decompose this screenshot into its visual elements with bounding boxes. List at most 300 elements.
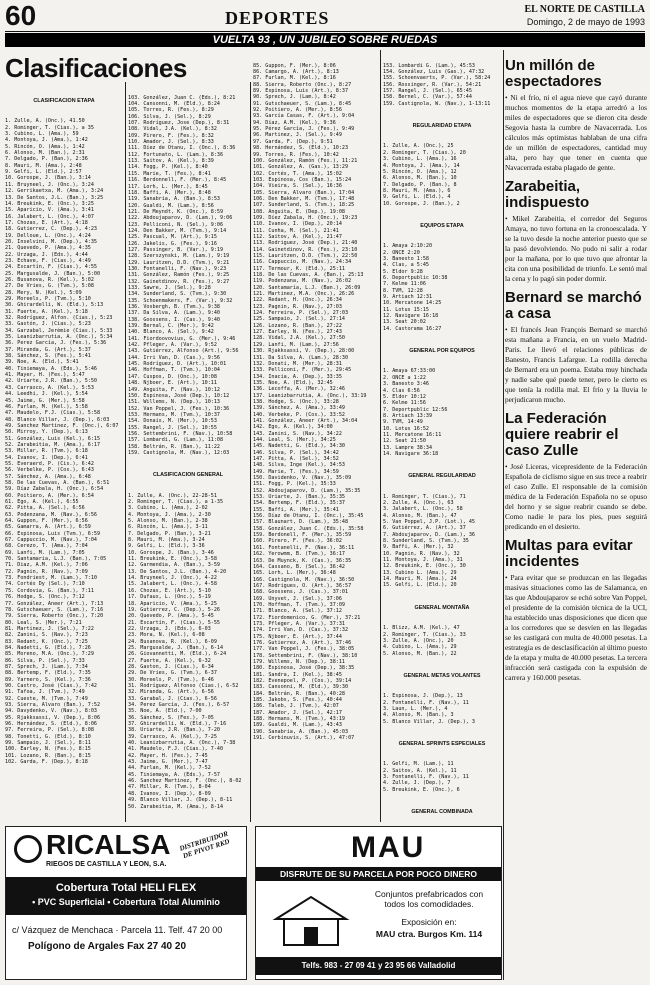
table-row: 142. Pfleger, A. (Var.), 9:52 xyxy=(128,342,217,349)
table-row: 153. Uriarte, J. (Ban.), 35:35 xyxy=(253,494,346,501)
table-row: 25. Margusalde, J. (Ban.), 6-14 xyxy=(128,644,224,651)
table-row: 32. Miranda, G. (Art.), 6-56 xyxy=(128,689,214,696)
table-row: 37. Ghirardelli, W. (Eld.), 7-16 xyxy=(128,721,227,728)
table-row: 138. Hodge, S. (Onc.), 33:28 xyxy=(253,398,339,405)
table-row: 10. Gorospe, J. (Ban.), 3-46 xyxy=(128,549,214,556)
table-row: 2. ONCE a 1:22 xyxy=(383,374,426,381)
table-row: 181. Sandra, I. (Kel.), 38:45 xyxy=(253,671,342,678)
table-row: 103. González, Juan C. (Eds.), 8:21 xyxy=(128,94,236,101)
table-row: 1. Gelfi, M. (Lam.), 11 xyxy=(383,761,454,768)
table-row: 26. Giovannetti, M. (Eld.), 6-24 xyxy=(128,651,227,658)
table-row: 69. Lanfi, M. (Lam.), 7:05 xyxy=(5,549,85,556)
table-row: 133. Sawre, J. (Sel.), 9:28 xyxy=(128,285,211,291)
column-heading: GENERAL MONTAÑA xyxy=(414,604,470,611)
table-row: 129. Lanfi, M. (Lam.), 27:56 xyxy=(253,341,339,348)
table-row: 87. Furlan, M. (Kel.), 8:16 xyxy=(253,75,336,82)
table-row: 5. Breukink, E. (Onc.), 6 xyxy=(383,786,460,793)
table-row: 19. Delloue, L. (Onc.), 4:24 xyxy=(5,232,91,239)
table-row: 116. Berdonnell, F. (Mer.), 8:45 xyxy=(128,177,227,184)
table-row: 137. Da Silva, A. (Lam.), 9:40 xyxy=(128,310,221,317)
table-row: 76. Hodge, S. (Onc.), 7:12 xyxy=(5,594,85,601)
table-row: 125. Sampaio, J. (Sel.), 27:14 xyxy=(253,316,346,323)
table-row: 43. Carrasco, A. (Kel.), 5:53 xyxy=(5,384,94,391)
table-row: 98. Hernández, S. (Eld.), 10:23 xyxy=(253,145,349,152)
table-row: 4. Cubino, L. (Ama.), 29 xyxy=(383,644,457,651)
table-row: 153. Lombardi G. (Lam.), 45:53 xyxy=(383,62,476,69)
table-row: 110. Ivanov, I. (Dep.), 20:14 xyxy=(253,221,342,228)
table-row: 68. Cerezo, T. (Ama.), 7:04 xyxy=(5,543,88,550)
table-row: 78. Gutschaeuer, S. (Lam.), 7:16 xyxy=(5,606,104,613)
table-row: 154. Bertemp, F. (Eld.), 35:37 xyxy=(253,500,346,507)
table-row: 175. Njboer, E. (Art.), 37:44 xyxy=(253,633,342,640)
general-classification-continued xyxy=(253,50,378,822)
table-row: 124. Den Bakker, M. (Tvm.), 9:14 xyxy=(128,227,227,234)
table-row: 115. Lauritzen, D.D. (Tvm.), 22:50 xyxy=(253,253,358,259)
table-row: 169. Unyvet, J. (Sel.), 37:06 xyxy=(253,595,342,602)
table-row: 31. Fuerte, A. (Kel.), 5:18 xyxy=(5,308,88,315)
table-row: 39. Carrasco, A. (Kel.), 7-25 xyxy=(128,733,217,740)
table-row: 11. Montoya, J. (Ama.), 31 xyxy=(383,557,463,564)
table-row: 172. Fiordomenico, G. (Mer.), 37:21 xyxy=(253,614,361,621)
table-row: 110. Amador, J. (Sel.), 8:33 xyxy=(128,139,214,146)
table-row: 114. Gainetdinov, R. (Fes.), 23:10 xyxy=(253,246,358,253)
table-row: 153. Hermans, M. (Tvm.), 10:37 xyxy=(128,411,221,418)
table-row: 86. Camargo, A. (Art.), 8:13 xyxy=(253,69,339,76)
table-row: 27. De Vries, G. (Tvm.), 5:08 xyxy=(5,283,94,290)
table-row: 2. Rominger, T. (Cias.), a 1-35 xyxy=(128,499,224,505)
table-row: 36. Perez García, J. (Fes.), 5:36 xyxy=(5,340,107,347)
table-row: 37. Miranda, G. (Art.), 5:37 xyxy=(5,346,91,353)
table-row: 56. Verbelke, P. (Cos.), 6:43 xyxy=(5,467,94,474)
ad-text1: Conjuntos prefabricados con todos los comodidades. xyxy=(374,889,484,909)
table-row: 4. Alonso, M. (Ban.), 47 xyxy=(383,512,457,519)
table-row: 62. Pitta, A. (Sel.), 6:56 xyxy=(5,505,85,512)
table-row: 171. Blanco, A. (Sel.), 37:12 xyxy=(253,608,342,615)
table-row: 105. Sierra, Alvaro (Ban.), 17:04 xyxy=(253,189,355,196)
table-row: 126. Lozano, R. (Ban.), 27:22 xyxy=(253,322,342,329)
page-number: 60 xyxy=(5,0,37,31)
table-row: 6. Deportpublic 10:38 xyxy=(383,275,448,281)
table-row: 50. Mirroy, Y. (Dep.), 6:13 xyxy=(5,429,88,436)
table-row: 127. Earley, N. (Fes.), 27:43 xyxy=(253,329,342,336)
table-row: 16. Chozas, E. (Art.), 5-10 xyxy=(128,587,211,594)
table-row: 7. Deportpublic 12:56 xyxy=(383,406,448,413)
table-row: 143. Gutiérrez, Alfonso (Art.), 9:56 xyxy=(128,348,239,355)
table-row: 54. Ivanov, I. (Dep.), 6:41 xyxy=(5,454,88,461)
date: Domingo, 2 de mayo de 1993 xyxy=(526,17,645,27)
table-row: 140. Verbeke, P. (Cos.), 33:52 xyxy=(253,411,346,418)
table-row: 22. Urzaga, J. (Eds.), 4:44 xyxy=(5,251,88,258)
table-row: 73. Fondriest, M. (Lam.), 7:10 xyxy=(5,575,98,582)
table-row: 14. Mauri, M. (Ama.), 24 xyxy=(383,576,457,583)
table-row: 38. Sánchez, S. (Fes.), 5:41 xyxy=(5,353,91,360)
table-row: 87. Sprech, J. (Lam.), 7:34 xyxy=(5,663,88,670)
table-row: 93. García Casas, F. (Art.), 9:04 xyxy=(253,113,355,120)
table-row: 23. Mora, N. (Kel.), 6-08 xyxy=(128,632,205,639)
table-row: 80. Leal, S. (Mer.), 7:21 xyxy=(5,619,82,626)
table-row: 31. Rodríguez, Alfonso (Cias.), 6-52 xyxy=(128,682,239,689)
table-row: 8. TVM, 12:28 xyxy=(383,287,423,294)
table-row: 9. Artiach 12:31 xyxy=(383,294,433,301)
table-row: 132. Donati, M. (Mer.), 28:31 xyxy=(253,360,342,367)
table-row: 15. Aparicio, V. (Ama.), 3:41 xyxy=(5,207,94,214)
table-row: 85. Moreno, M.A. (Onc.), 7:29 xyxy=(5,651,94,658)
table-row: 114. Fogg, P. (Kel.), 8:40 xyxy=(128,164,208,171)
table-row: 13. Seat 20:02 xyxy=(383,319,426,326)
table-row: 3. Banesto 3:46 xyxy=(383,381,430,388)
table-row: 9. Gelfi, L. (Eld.), 4 xyxy=(383,194,451,201)
table-row: 151. Fogg, P. (Kel.), 35:33 xyxy=(253,481,336,488)
table-row: 25. Margusalde, J. (Ban.), 5:00 xyxy=(5,270,101,277)
table-row: 50. Zarabeitia, M. (Ama.), 8-14 xyxy=(128,803,224,810)
table-row: 157. Lombardi, G. (Lam.), 11:08 xyxy=(128,437,224,444)
table-row: 9. Baffi, A. (Mer.), 32 xyxy=(383,544,454,551)
table-row: 55. Everaerd, P. (Cis.), 6:42 xyxy=(5,460,94,467)
table-row: 13. Cubino L. (Ama.), 29 xyxy=(383,569,457,576)
table-row: 4. Zulle, J. (Dep.), 7 xyxy=(383,780,451,787)
table-row: 137. Leanizbarrutia, A. (Onc.), 33:19 xyxy=(253,392,367,399)
table-row: 79. Sierra, Roberto (Onc.), 7:20 xyxy=(5,613,104,620)
table-row: 134. Sunderland, S. (Tvm.), 9:30 xyxy=(128,291,227,298)
table-row: 18. Gutierrez, C. (Dep.), 4:23 xyxy=(5,226,98,233)
table-row: 131. González, Ramón (Fes.), 9:25 xyxy=(128,272,230,279)
table-row: 1. Rominger, T. (Cias.), 71 xyxy=(383,493,466,500)
table-row: 123. Pelliconi, N. (Sel.), 9:06 xyxy=(128,221,224,228)
table-row: 22. Urzaga, J. (Eds.), 6-03 xyxy=(128,625,211,632)
table-row: 33. Gastón, J. (Cias.), 5:23 xyxy=(5,321,91,328)
table-row: 160. Pirero, F. (Fes.), 36:02 xyxy=(253,538,342,545)
table-row: 113. Rodriguez, José (Dep.), 21:40 xyxy=(253,240,358,247)
table-row: 15. Jalabert, L. (Onc.), 4-58 xyxy=(128,581,217,588)
table-row: 141. González, Aneer (Art.), 34:04 xyxy=(253,417,358,424)
table-row: 105. Torres, R. (Fes.), 8:29 xyxy=(128,107,214,114)
table-row: 70. Santamaria, L.J. (Ban.), 7:05 xyxy=(5,556,107,563)
table-row: 158. González, Juan C. (Eds.), 35:58 xyxy=(253,525,364,532)
table-row: 7. Delgado, P. (Ban.), 2:36 xyxy=(5,156,88,163)
table-row: 5. Blanco Villar, J. (Dep.), 3 xyxy=(383,718,476,725)
masthead xyxy=(5,2,645,32)
table-row: 4. Clas 6:56 xyxy=(383,387,420,394)
column-heading: CLASIFICACION ETAPA xyxy=(33,97,95,104)
table-row: 41. Maudelo, F.J. (Cias.), 7-40 xyxy=(128,746,224,753)
table-row: 6. Gutiérrez, A. (Art.), 37 xyxy=(383,525,466,532)
table-row: 112. Saitov, A. (Kel.), 21:47 xyxy=(253,233,342,240)
brief-body: • Para evitar que se produzcan en las llegadas masivas situaciones como las de Salamanca, en las que Abdoujaparov se echó sobre Van Poppel, el presidente de la comisión técnica de la UCI, ha establecido unas disposiciones que dicen que a los corredores que se desvíen en las llegadas se les castigará con multa de 40.000 pesetas. La estrategia es de desclasificación al último puesto de la etapa y multa de 40.000 pesetas. La tercera infracción será castigada con la expulsión de carrera y 160.000 pesetas. xyxy=(505,573,647,682)
table-row: 103. Espinosa, Cos (Ban.), 15:24 xyxy=(253,176,352,183)
table-row: 6. Rincón, L. (Ama.), 3-11 xyxy=(128,524,208,531)
table-row: 127. Passinger, B. (Var.), 9:19 xyxy=(128,246,224,253)
table-row: 120. Santamaría, L.J. (Ban.), 26:09 xyxy=(253,284,361,291)
table-row: 29. Moreels, P. (Tvm.), 5:10 xyxy=(5,296,91,302)
table-row: 102. Garda, F. (Dep.), 8:18 xyxy=(5,759,88,766)
table-row: 132. Gainetdinov, R. (Fes.), 9:27 xyxy=(128,278,230,285)
ad-phone: Telfs. 983 - 27 09 41 y 23 95 66 Valladolid xyxy=(256,957,501,975)
table-row: 118. De las Cuevas, A. (Ban.), 25:13 xyxy=(253,272,364,279)
brief-title: Multas para evitar incidentes xyxy=(505,537,633,570)
table-row: 14. Castorama 16:27 xyxy=(383,325,442,332)
table-row: 82. Zanini, S. (Nav.), 7:23 xyxy=(5,632,88,639)
table-row: 125. Pascual, M. (Art.), 9:15 xyxy=(128,234,217,241)
table-row: 97. Garda, F. (Dep.), 9:51 xyxy=(253,138,333,145)
sidebar-briefs xyxy=(505,52,647,687)
table-row: 15. Gelfi, L. (Eld.), 20 xyxy=(383,582,457,589)
table-row: 2. ONCE 2:20 xyxy=(383,249,420,256)
table-row: 20. Inselvini, M. (Dep.), 4:35 xyxy=(5,238,98,245)
brief-body: • Mikel Zarabeitia, el corredor del Seguros Amaya, no tuvo fortuna en la cronoescalada. Y se la tuvo desde la noche anterior puesto que se la pasó devolviendo. No pudo ni salir a rodar por la mañana, por lo que tuvo que afrontar la cita con una posibilidad de triunfo. Le sentó mal la cena y lo pagó sin poder dormir. xyxy=(505,214,647,283)
table-row: 94. Davydenko, V. (Nav.), 8:03 xyxy=(5,708,98,715)
table-row: 123. Pagnin, R. (Nav.), 27:03 xyxy=(253,303,342,310)
table-row: 81. Martinez, J. (Sel.), 7:22 xyxy=(5,625,94,632)
table-row: 9. TVM, 14:49 xyxy=(383,419,423,426)
table-row: 49. Sanchez Martinez, F. (Onc.), 6:07 xyxy=(5,422,119,429)
table-row: 139. Bernal, C. (Mer.), 9:42 xyxy=(128,323,214,330)
table-row: 9. Gelfi, L. (Eld.), 3-36 xyxy=(128,543,205,550)
table-row: 145. Nadetti, G. (Eld.), 34:30 xyxy=(253,443,346,450)
table-row: 186. Taleb, J. (Tvm.), 42:07 xyxy=(253,703,339,710)
ad-brand: MAU xyxy=(351,831,426,864)
column-heading: REGULARIDAD ETAPA xyxy=(412,122,472,129)
table-row: 5. Rincón, O. (Ama.), 1:42 xyxy=(5,143,85,150)
table-row: 42. Uriarte, J.R. (Ban.), 5:50 xyxy=(5,378,98,385)
table-row: 88. Bertemp, F. (Eld.), 7:35 xyxy=(5,670,91,677)
table-row: 159. Berdonell, F. (Mer.), 35:59 xyxy=(253,532,352,539)
table-row: 96. Hernández, S. (Eld.), 8:06 xyxy=(5,721,98,728)
table-row: 59. Díaz Zabala, H. (Onc.), 6:54 xyxy=(5,486,104,493)
brief-title: La Federación quiere reabrir el caso Zulle xyxy=(505,410,619,459)
table-row: 4. Montoya, J. (Ama.), 14 xyxy=(383,162,460,169)
table-row: 1. Amaya 2:10:20 xyxy=(383,243,433,250)
table-row: 44. Furlan, M. (Kel.), 7-52 xyxy=(128,765,211,772)
table-row: 167. Rodrigues, O. (Art.), 36:57 xyxy=(253,582,352,589)
column-divider xyxy=(125,82,126,822)
table-row: 3. Cubino, L. (Ama.), 16 xyxy=(383,156,457,163)
table-row: 190. Sanabria, A. (Ban.), 45:03 xyxy=(253,728,349,735)
table-row: 156. Díaz de Otanu, I. (Onc.), 35:45 xyxy=(253,513,364,520)
table-row: 156. Rossinger, R. (Var.), 54:21 xyxy=(383,81,482,88)
table-row: 118. Baffi, A. (Mer.), 8:48 xyxy=(128,189,211,196)
table-row: 74. Cortés Dy (Sel.), 7:10 xyxy=(5,581,85,588)
table-row: 154. González, Luis (Gas.), 47:32 xyxy=(383,69,485,76)
table-row: 1. Zulle, A. (Onc.), 25 xyxy=(383,143,454,150)
table-row: 9. Gelfi, L. (Eld.), 2:57 xyxy=(5,169,82,176)
table-row: 35. Leanizbarrutia, A. (Onc.), 5:34 xyxy=(5,334,113,341)
table-row: 60. Poitiero, A. (Mer.), 6:54 xyxy=(5,492,94,499)
general-classification-column xyxy=(128,82,248,822)
table-row: 178. Settembrini, F. (Nav.), 38:10 xyxy=(253,652,358,659)
table-row: 14. Navigare 36:18 xyxy=(383,450,439,457)
section-title: DEPORTES xyxy=(225,8,330,28)
table-row: 135. Schoenmakers, F. (Var.), 9:32 xyxy=(128,297,233,304)
table-row: 111. Díez de Otanu, I. (Onc.), 8:36 xyxy=(128,145,236,152)
table-row: 121. De Meyndt, K. (Onc.), 8:59 xyxy=(128,208,224,215)
table-row: 1. Amaya 67:33:00 xyxy=(383,368,436,375)
table-row: 75. Cordovia, G. (Ban.), 7:11 xyxy=(5,587,94,594)
table-row: 136. Vosbergh, B. (Tvm.), 9:38 xyxy=(128,304,221,311)
table-row: 148. Njboer, E. (Art.), 10:11 xyxy=(128,380,217,387)
table-row: 187. Amador, J. (Sel.), 42:17 xyxy=(253,709,342,716)
table-row: 33. Garabal, J. (Cias.), 6-56 xyxy=(128,695,217,702)
ad-line1: Cobertura Total HELI FLEX xyxy=(55,882,197,894)
table-row: 157. Blaunart, D. (Lam.), 35:48 xyxy=(253,519,349,526)
ricalsa-ad xyxy=(5,826,247,980)
table-row: 28. Gaston, J. (Cias.), 6-34 xyxy=(128,663,214,670)
house-icon xyxy=(266,889,356,949)
table-row: 104. Cansonni, M. (Eld.), 8:24 xyxy=(128,101,221,108)
table-row: 27. Fuerte, A. (Kel.), 6-32 xyxy=(128,657,211,664)
table-row: 65. Gamarra, A. (Art.), 6:59 xyxy=(5,524,91,531)
table-row: 48. Blanco Villar, J. (Dep.), 6:03 xyxy=(5,416,110,423)
table-row: 10. Lotus 16:52 xyxy=(383,425,430,432)
table-row: 5. Rincón, O. (Ama.), 12 xyxy=(383,168,457,175)
ad-distributor: DISTRIBUIDOR DE PIVOT RKD xyxy=(178,829,231,861)
ricalsa-logo-icon xyxy=(14,835,42,863)
column-heading: GENERAL COMBINADA xyxy=(411,808,473,815)
table-row: 39. Noe, A. (Eld.), 5:41 xyxy=(5,359,79,366)
table-row: 10. Gorospe, J. (Ban.), 3:14 xyxy=(5,175,91,182)
column-divider xyxy=(250,82,251,822)
table-row: 3. Banesto 1:58 xyxy=(383,255,430,262)
column-heading: GENERAL POR EQUIPOS xyxy=(409,347,475,354)
brief-body: • Ni el frío, ni el agua nieve que cayó durante muchos momentos de la etapa arredró a los miles de espectadores que se dieron cita desde Segovia hasta la cumbre de Navacerrada. Los cálculos más optimistas hablaban de una cifra de un millón de espectadores, cantidad muy alta, pero hay que tener en cuenta que Navacerrada estaba plagado de gente. xyxy=(505,93,647,172)
table-row: 131. Da Silva, A. (Lam.), 28:30 xyxy=(253,354,349,361)
table-row: 44. Leedhi, J. (Kel.), 5:54 xyxy=(5,391,88,398)
table-row: 23. Echave, F. (Cias.), 4:49 xyxy=(5,257,91,264)
table-row: 35. Noe, A. (Eld.), 7-00 xyxy=(128,708,202,715)
table-row: 163. De Muynck, K. (Cas.), 36:35 xyxy=(253,557,352,564)
table-row: 135. Noe, A. (Eld.), 32:45 xyxy=(253,379,333,386)
table-row: 48. Ivanov, I. (Dep.), 8-09 xyxy=(128,790,211,797)
table-row: 102. Cortés, T. (Ama.), 15:02 xyxy=(253,170,342,177)
table-row: 136. Lecoffa, A. (Mer.), 32:46 xyxy=(253,386,346,393)
ad-text3: MAU ctra. Burgos Km. 114 xyxy=(375,929,483,939)
table-row: 147. Pitta, A. (Sel.), 34:52 xyxy=(253,456,339,462)
table-row: 46. Furlan, M. (Kel.), 5:58 xyxy=(5,403,88,410)
table-row: 26. Busanova, R. (Kel.), 5:02 xyxy=(5,276,94,283)
table-row: 8. Mauri, M. (Ama.), 3-24 xyxy=(128,537,205,544)
table-row: 107. Rodríguez, Jose (Dep.), 8:31 xyxy=(128,120,230,127)
ad-text2: Exposición en: xyxy=(401,917,457,927)
table-row: 106. Den Bakker, M. (Tvm.), 17:48 xyxy=(253,195,355,202)
table-row: 99. Sampaio, J. (Sel.), 8:11 xyxy=(5,740,91,747)
table-row: 158. Beltrán, R. (Ban.), 11:22 xyxy=(128,443,221,450)
column-heading: CLASIFICACION GENERAL xyxy=(152,471,224,478)
table-row: 13. De Santos, J.L. (Ban.), 3:25 xyxy=(5,194,104,201)
table-row: 150. Espinosa, José (Dep.), 10:12 xyxy=(128,392,230,399)
brief-title: Bernard se marchó a casa xyxy=(505,289,642,322)
table-row: 13. De Santos, J.L. (Ban.), 4-20 xyxy=(128,568,227,575)
table-row: 71. Diaz, A.M. (Kel.), 7:06 xyxy=(5,562,88,569)
table-row: 83. Redant, K. (Onc.), 7:25 xyxy=(5,638,88,645)
table-row: 3. Cubino, L. (Ama.), 2-02 xyxy=(128,505,208,512)
table-row: 2. Zulle, A. (Onc.), 63 xyxy=(383,500,454,506)
table-row: 176. Gutierrez, A. (Art.), 37:46 xyxy=(253,639,352,646)
table-row: 8. Artiach 13:39 xyxy=(383,412,433,419)
table-row: 3. Cubino, L. (Ama.), 59 xyxy=(5,131,79,138)
table-row: 180. Espinosa, José (Dep.), 38:35 xyxy=(253,665,355,672)
table-row: 7. Kelme 11:06 xyxy=(383,281,426,288)
table-row: 7. Delgado, P. (Ban.), 8 xyxy=(383,181,457,188)
table-row: 144. Irri Van, D. (Cas.), 9:56 xyxy=(128,354,221,361)
table-row: 109. Díez Zabala, H. (Onc.), 19:23 xyxy=(253,214,358,221)
table-row: 21. Quevedo, P. (Ama.), 4:35 xyxy=(5,245,91,252)
table-row: 40. Leanizbarrutia, A. (Onc.), 7-38 xyxy=(128,740,236,747)
table-row: 156. Settembrini, F. (Nav.), 10:58 xyxy=(128,430,233,437)
table-row: 188. Hermans, M. (Tvm.), 43:19 xyxy=(253,716,346,723)
table-row: 129. Lauritzen, D.D. (Tvm.), 9:21 xyxy=(128,259,230,266)
table-row: 112. Fortunato, L. (Lam.), 8:36 xyxy=(128,151,224,158)
banner: VUELTA 93 , UN JUBILEO SOBRE RUEDAS xyxy=(5,33,645,47)
column-divider xyxy=(503,50,504,980)
table-row: 7. Abdoujaparov, D. (Lam.), 36 xyxy=(383,531,476,538)
table-row: 165. Lorh, L. (Mer.), 36:48 xyxy=(253,570,336,577)
table-row: 18. Aparicio, V. (Ama.), 5-25 xyxy=(128,600,217,607)
table-row: 2. Fontanelli, F. (Nav.), 11 xyxy=(383,699,469,706)
stage-classification-column xyxy=(5,82,123,822)
table-row: 24. Busanova, R. (Kel.), 6-09 xyxy=(128,638,217,645)
table-row: 149. Anguita, F. (Nav.), 10:12 xyxy=(128,386,221,393)
table-row: 159. Castignola, W. (Nav.), 1-13:11 xyxy=(383,100,491,107)
table-row: 20. Quevedo, P. (Ama.), 5-45 xyxy=(128,613,214,620)
table-row: 189. Gualdi, M. (Lam.), 43:43 xyxy=(253,722,342,729)
table-row: 77. González, Aneer (Art.), 7:13 xyxy=(5,600,104,607)
table-row: 43. Jaime, G. (Mer.), 7-47 xyxy=(128,759,208,766)
table-row: 177. Van Poppel, J. (Fes.), 38:05 xyxy=(253,646,355,653)
table-row: 86. Silva, P. (Sel.), 7:33 xyxy=(5,657,85,664)
mau-ad xyxy=(255,826,502,980)
table-row: 6. Alonso, M. (Ban.), 2:31 xyxy=(5,150,85,157)
table-row: 67. Cappuccio, M. (Nav.), 7:04 xyxy=(5,537,98,544)
table-row: 10. Pagnin, R. (Nav.), 32 xyxy=(383,550,460,557)
table-row: 47. Millar, R. (Tvm.), 8-04 xyxy=(128,784,211,791)
table-row: 168. Goossens, J. (Cas.), 37:01 xyxy=(253,589,349,596)
table-row: 11. Lotus 15:15 xyxy=(383,306,430,313)
table-row: 183. Cansonni, M. (Eld.), 39:30 xyxy=(253,684,349,691)
table-row: 130. Rjakksassi, V. (Dep.), 28:00 xyxy=(253,348,355,355)
table-row: 146. Hoffman, T. (Tvm.), 10:04 xyxy=(128,367,221,374)
ad-line2: • PVC Superficial • Cobertura Total Aluminio xyxy=(32,897,220,907)
table-row: 41. Mayer, H. (Fes.), 5:47 xyxy=(5,372,85,379)
table-row: 8. Mauri, M. (Ama.), 2:48 xyxy=(5,162,82,169)
table-row: 57. Sánchez, A. (Ama.), 6:48 xyxy=(5,473,91,480)
table-row: 8. Mauri, M. (Ama.), 6 xyxy=(383,187,451,194)
table-row: 3. Fontanelli, F. (Nav.), 11 xyxy=(383,774,469,781)
table-row: 117. Termour, K. (Eld.), 25:11 xyxy=(253,265,346,272)
table-row: 141. Fiordoovovius, G. (Mer.), 9:46 xyxy=(128,335,236,342)
ad-address1: c/ Vázquez de Menchaca · Parcela 11. Telf. 47 20 00 xyxy=(12,925,223,935)
table-row: 157. Rangel, J. (Sel.), 65:45 xyxy=(383,88,472,95)
table-row: 130. Fontanelli, F. (Nav.), 9:23 xyxy=(128,265,227,272)
table-row: 113. Saitov, A. (Kel.), 8:39 xyxy=(128,158,214,165)
table-row: 159. Castignola, M. (Nav.), 12:03 xyxy=(128,449,230,456)
page-title: Clasificaciones xyxy=(5,53,187,83)
table-row: 89. Espinosa, Luis (Art.), 8:37 xyxy=(253,88,349,95)
ad-subtitle: RIEGOS DE CASTILLA Y LEON, S.A. xyxy=(46,861,167,868)
table-row: 100. Earley, N. (Fes.), 8:15 xyxy=(5,746,91,753)
table-row: 90. Castro, José (Cias.), 7:42 xyxy=(5,682,98,689)
table-row: 1. Zulle, A. (Onc.), 41.50 xyxy=(5,118,85,125)
table-row: 122. Redant, H. (Onc.), 26:34 xyxy=(253,297,342,304)
table-row: 3. Zulle, A. (Onc.), 20 xyxy=(383,637,454,644)
table-row: 95. Pérez García, J. (Fes.), 9:49 xyxy=(253,126,355,133)
column-divider xyxy=(380,50,381,822)
table-row: 45. Jaime, G. (Mer.), 5:58 xyxy=(5,397,85,404)
table-row: 152. Abdoujaparov, D. (Lam.), 35:35 xyxy=(253,487,361,494)
table-row: 85. Guppon, F. (Mer.), 8:06 xyxy=(253,62,336,69)
table-row: 72. Pagnin, R. (Nav.), 7:09 xyxy=(5,568,88,575)
table-row: 24. Escartín, F. (Cias.), 4:55 xyxy=(5,264,98,271)
table-row: 10. Mercatone 14:25 xyxy=(383,300,442,307)
column-heading: GENERAL REGULARIDAD xyxy=(408,472,476,479)
